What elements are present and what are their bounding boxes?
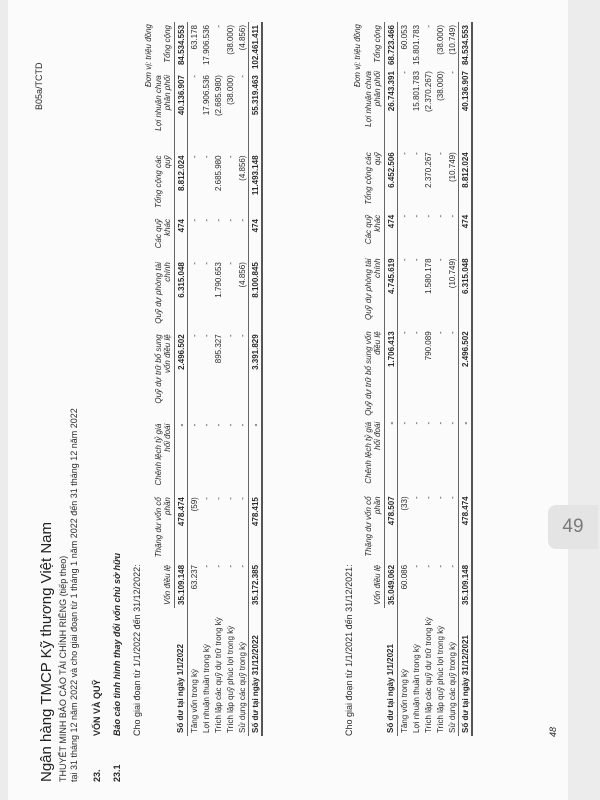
row-label: Sử dụng các quỹ trong kỳ [447, 641, 457, 733]
table-cell: (2.370.267) [423, 71, 433, 113]
table-cell: - [447, 496, 457, 500]
page-number: 48 [548, 727, 558, 738]
column-header: Quỹ dự trữ bổ sung vốn điều lệ [154, 331, 175, 420]
table-cell: (10.749) [447, 152, 457, 183]
table-cell: (38.000) [435, 71, 445, 101]
table-cell: (59) [189, 497, 199, 512]
period-2021-label: Cho giai đoạn từ 1/1/2021 đến 31/12/2021: [344, 564, 354, 736]
table-row [398, 22, 411, 736]
table-cell: - [237, 334, 247, 337]
table-cell: - [249, 421, 263, 494]
table-cell: 68.723.466 [385, 22, 398, 68]
column-header: Chênh lệch tỷ giá hối đoái [154, 421, 175, 494]
table-cell: 40.136.907 [175, 72, 188, 152]
equity-table-2022 [154, 22, 263, 736]
row-label: Trích lập quỹ phúc lợi trong kỳ [435, 625, 445, 733]
table-cell: - [213, 423, 223, 427]
table-cell: - [411, 152, 421, 155]
table-cell: - [399, 421, 409, 425]
table-cell: 1.580.178 [423, 258, 433, 295]
table-cell: - [189, 423, 199, 427]
table-row [236, 22, 249, 736]
section-number: 23. [92, 769, 102, 782]
column-header: Tổng cộng các quỹ [364, 149, 385, 212]
table-cell: - [411, 214, 421, 218]
table-row [212, 22, 224, 736]
table-cell: (10.749) [447, 258, 457, 289]
row-label: Tăng vốn trong kỳ [399, 668, 409, 733]
table-cell: 478.474 [459, 493, 473, 562]
unit-label-2022: Đơn vị: triệu đồng [144, 24, 153, 88]
table-cell: - [447, 214, 457, 218]
row-label: Lợi nhuận thuần trong kỳ [411, 644, 421, 733]
column-header: Thặng dư vốn cổ phần [364, 493, 385, 562]
table-cell: (33) [399, 496, 409, 511]
column-header: Các quỹ khác [154, 216, 175, 259]
table-cell: - [175, 421, 188, 494]
row-label: Trích lập các quỹ dự trữ trong kỳ [213, 617, 223, 733]
table-cell: - [399, 214, 409, 218]
table-cell: - [225, 155, 235, 159]
table-cell: - [189, 75, 199, 78]
table-cell: 15.801.783 [411, 25, 421, 66]
table-cell: - [411, 258, 421, 262]
table-cell: - [225, 564, 235, 568]
column-header: Các quỹ khác [364, 212, 385, 256]
row-label: Số dư tại ngày 31/12/2021 [459, 608, 473, 736]
column-header: Vốn điều lệ [154, 562, 175, 608]
report-period: tại 31 tháng 12 năm 2022 và cho giai đoạn từ 1 tháng 1 năm 2022 đến 31 tháng 12 năm 2022 [69, 408, 79, 782]
column-header: Quỹ dự phòng tài chính [154, 259, 175, 331]
table-cell: 6.315.048 [459, 255, 473, 328]
table-cell: 102.461.411 [249, 22, 263, 72]
table-cell: - [201, 262, 211, 265]
table-cell: 474 [175, 216, 188, 259]
subsection-number: 23.1 [112, 764, 122, 782]
header-blank [154, 608, 175, 736]
table-row [385, 22, 398, 736]
document-page [8, 0, 568, 800]
table-cell: - [237, 497, 247, 500]
table-cell: 84.534.553 [459, 22, 473, 68]
table-cell: 2.496.502 [459, 328, 473, 419]
table-cell: - [237, 75, 247, 78]
table-cell: - [225, 497, 235, 500]
table-cell: 2.370.267 [423, 152, 433, 188]
column-header: Tổng cộng [364, 22, 385, 68]
bank-name: Ngân hàng TMCP Kỹ thương Việt Nam [38, 521, 55, 782]
table-cell: 63.237 [189, 564, 199, 590]
table-cell: 26.743.391 [385, 68, 398, 149]
table-cell: 474 [459, 212, 473, 256]
table-cell: - [435, 331, 445, 335]
table-cell: 8.812.024 [175, 152, 188, 216]
table-cell: - [435, 564, 445, 568]
table-cell: (10.749) [447, 25, 457, 55]
table-cell: 6.452.506 [385, 149, 398, 212]
table-cell: - [411, 421, 421, 425]
column-header: Vốn điều lệ [364, 562, 385, 608]
table-row [188, 22, 201, 736]
column-header: Tổng cộng các quỹ [154, 152, 175, 216]
table-cell: 474 [385, 212, 398, 256]
table-cell: - [435, 152, 445, 155]
column-header: Lợi nhuận chưa phân phối [154, 72, 175, 152]
table-cell: - [399, 71, 409, 74]
table-cell: 60.053 [399, 25, 409, 50]
table-row [224, 22, 236, 736]
table-cell: - [213, 497, 223, 500]
table-cell: 3.391.829 [249, 331, 263, 420]
table-cell: - [201, 497, 211, 500]
table-cell: (38.000) [225, 75, 235, 105]
table-cell: - [435, 214, 445, 218]
equity-table-2021 [364, 22, 473, 736]
table-cell: (38.000) [435, 25, 445, 55]
table-cell: 17.906.536 [201, 75, 211, 116]
table-cell: - [237, 564, 247, 568]
table-cell: - [237, 219, 247, 222]
table-cell: 8.812.024 [459, 149, 473, 212]
row-label: Số dư tại ngày 1/1/2021 [385, 608, 398, 736]
table-cell: 1.790.653 [213, 262, 223, 298]
table-cell: - [201, 564, 211, 568]
column-header: Quỹ dự trữ bổ sung vốn điều lệ [364, 328, 385, 419]
table-cell: 35.172.385 [249, 562, 263, 608]
table-cell: 1.706.413 [385, 328, 398, 419]
column-header: Thặng dư vốn cổ phần [154, 494, 175, 562]
table-cell: 84.534.553 [175, 22, 188, 72]
column-header: Tổng cộng [154, 22, 175, 72]
table-cell: 55.319.463 [249, 72, 263, 152]
table-cell: - [411, 331, 421, 335]
table-cell: - [423, 564, 433, 568]
row-label: Số dư tại ngày 31/12/2022 [249, 608, 263, 736]
form-code: B05a/TCTD [34, 62, 44, 110]
unit-label-2021: Đơn vị: triệu đồng [353, 24, 362, 88]
table-cell: - [411, 564, 421, 568]
table-cell: - [385, 419, 398, 494]
table-cell: 35.049.062 [385, 562, 398, 608]
table-cell: - [237, 423, 247, 427]
table-cell: - [447, 564, 457, 568]
table-cell: - [447, 421, 457, 425]
row-label: Lợi nhuận thuần trong kỳ [201, 644, 211, 733]
table-cell: - [459, 419, 473, 494]
row-label: Tăng vốn trong kỳ [189, 668, 199, 733]
table-row [249, 22, 263, 736]
table-cell: 895.327 [213, 334, 223, 364]
table-cell: 478.474 [175, 494, 188, 562]
rotated-page-content [8, 0, 568, 800]
column-header: Lợi nhuận chưa phân phối [364, 68, 385, 149]
table-cell: 4.745.619 [385, 255, 398, 328]
table-cell: (4.856) [237, 262, 247, 288]
table-row [459, 22, 473, 736]
table-cell: 17.906.536 [201, 25, 211, 66]
table-row [200, 22, 212, 736]
report-title: THUYẾT MINH BÁO CÁO TÀI CHÍNH RIÊNG (tiếp theo) [58, 555, 68, 782]
table-cell: - [189, 219, 199, 222]
table-cell: 8.100.845 [249, 259, 263, 331]
table-cell: - [423, 421, 433, 425]
table-cell: 40.136.907 [459, 68, 473, 149]
table-cell: - [399, 331, 409, 335]
table-cell: - [423, 496, 433, 500]
table-cell: - [225, 219, 235, 222]
table-row [446, 22, 459, 736]
column-header: Quỹ dự phòng tài chính [364, 255, 385, 328]
table-cell: - [435, 496, 445, 500]
table-cell: - [189, 155, 199, 159]
table-cell: - [423, 25, 433, 28]
table-cell: - [435, 258, 445, 262]
table-cell: - [213, 564, 223, 568]
viewer-page-badge[interactable]: 49 [548, 505, 598, 549]
table-row [410, 22, 422, 736]
table-cell: 15.801.783 [411, 71, 421, 112]
table-cell: 35.109.148 [175, 562, 188, 608]
table-cell: 478.415 [249, 494, 263, 562]
table-cell: - [201, 334, 211, 337]
table-cell: 11.493.148 [249, 152, 263, 216]
table-cell: 478.507 [385, 493, 398, 562]
table-row [175, 22, 188, 736]
row-label: Sử dụng các quỹ trong kỳ [237, 641, 247, 733]
table-cell: 474 [249, 216, 263, 259]
table-cell: - [435, 421, 445, 425]
table-cell: 60.086 [399, 564, 409, 590]
table-cell: - [189, 334, 199, 337]
table-cell: - [225, 423, 235, 427]
table-cell: 2.496.502 [175, 331, 188, 420]
table-cell: - [189, 262, 199, 265]
table-cell: - [225, 262, 235, 265]
table-cell: - [399, 152, 409, 155]
row-label: Trích lập quỹ phúc lợi trong kỳ [225, 625, 235, 733]
subsection-title: Báo cáo tình hình thay đổi vốn chủ sở hữu [112, 553, 122, 736]
table-cell: - [447, 331, 457, 335]
row-label: Số dư tại ngày 1/1/2022 [175, 608, 188, 736]
table-cell: 790.089 [423, 331, 433, 361]
table-cell: (2.685.980) [213, 75, 223, 117]
table-row [422, 22, 434, 736]
section-title: VỐN VÀ QUỸ [92, 679, 102, 736]
table-row [434, 22, 446, 736]
table-cell: - [201, 219, 211, 222]
table-cell: 6.315.048 [175, 259, 188, 331]
table-cell: - [423, 214, 433, 218]
table-cell: - [201, 155, 211, 159]
row-label: Trích lập các quỹ dự trữ trong kỳ [423, 617, 433, 733]
table-cell: - [201, 423, 211, 427]
table-cell: - [411, 496, 421, 500]
table-cell: - [213, 219, 223, 222]
table-cell: (38.000) [225, 25, 235, 55]
table-cell: 35.109.148 [459, 562, 473, 608]
table-cell: - [213, 25, 223, 28]
table-cell: (4.856) [237, 155, 247, 181]
table-cell: - [225, 334, 235, 337]
header-blank [364, 608, 385, 736]
table-cell: - [447, 71, 457, 74]
period-2022-label: Cho giai đoạn từ 1/1/2022 đến 31/12/2022: [132, 564, 142, 736]
column-header: Chênh lệch tỷ giá hối đoái [364, 419, 385, 494]
table-cell: 2.685.980 [213, 155, 223, 192]
table-cell: 63.178 [189, 25, 199, 50]
table-cell: (4.856) [237, 25, 247, 51]
table-cell: - [399, 258, 409, 262]
